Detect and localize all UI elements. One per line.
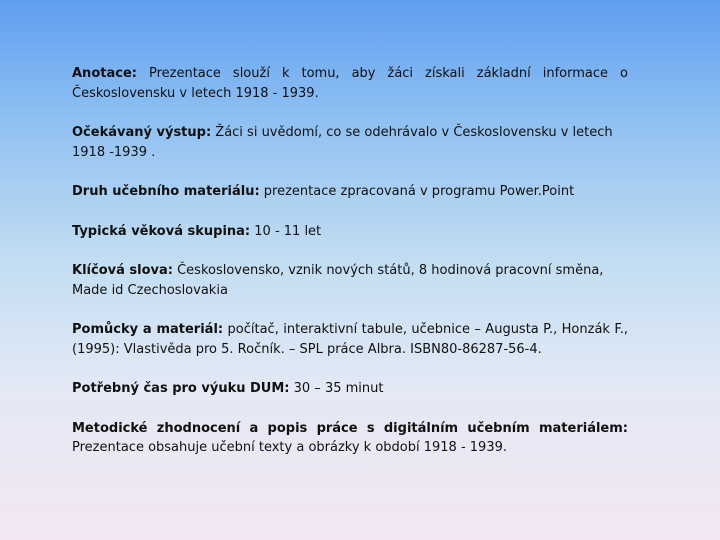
expected-outcome-label: Očekávaný výstup: bbox=[72, 125, 212, 140]
age-group-paragraph bbox=[72, 222, 628, 242]
time-needed-label: Potřebný čas pro výuku DUM: bbox=[72, 381, 290, 396]
age-group-label: Typická věková skupina: bbox=[72, 223, 251, 239]
methodology-paragraph bbox=[72, 419, 628, 458]
materials-label: Pomůcky a materiál: bbox=[72, 322, 224, 337]
expected-outcome-text: Žáci si uvědomí, co se odehrávalo v Československu v letech 1918 -1939 . bbox=[72, 125, 613, 160]
material-type-label: Druh učebního materiálu: bbox=[72, 184, 260, 199]
expected-outcome-paragraph bbox=[72, 123, 628, 162]
annotation-paragraph bbox=[72, 64, 628, 103]
keywords-text: Československo, vznik nových států, 8 hodinová pracovní směna, Made id Czechoslovakia bbox=[72, 263, 604, 298]
materials-paragraph bbox=[72, 320, 628, 359]
methodology-label: Metodické zhodnocení a popis práce s digitálním učebním materiálem: bbox=[72, 420, 628, 436]
annotation-label: Anotace: bbox=[72, 66, 137, 81]
keywords-label: Klíčová slova: bbox=[72, 263, 173, 278]
material-type-paragraph bbox=[72, 182, 628, 202]
methodology-text: Prezentace obsahuje učební texty a obrázky k období 1918 - 1939. bbox=[72, 440, 507, 455]
slide-content bbox=[72, 64, 628, 478]
materials-text: počítač, interaktivní tabule, učebnice – Augusta P., Honzák F., (1995): Vlastivěda pro 5. Ročník. – SPL práce Albra. ISBN80-86287-56-4. bbox=[72, 322, 628, 357]
keywords-paragraph bbox=[72, 261, 628, 300]
time-needed-text: 30 – 35 minut bbox=[289, 381, 384, 396]
time-needed-paragraph bbox=[72, 379, 628, 399]
annotation-text: Prezentace slouží k tomu, aby žáci získali základní informace o Československu v letech 1918 - 1939. bbox=[72, 66, 628, 101]
age-group-text: 10 - 11 let bbox=[250, 223, 322, 239]
material-type-text: prezentace zpracovaná v programu Power.Point bbox=[259, 184, 575, 199]
